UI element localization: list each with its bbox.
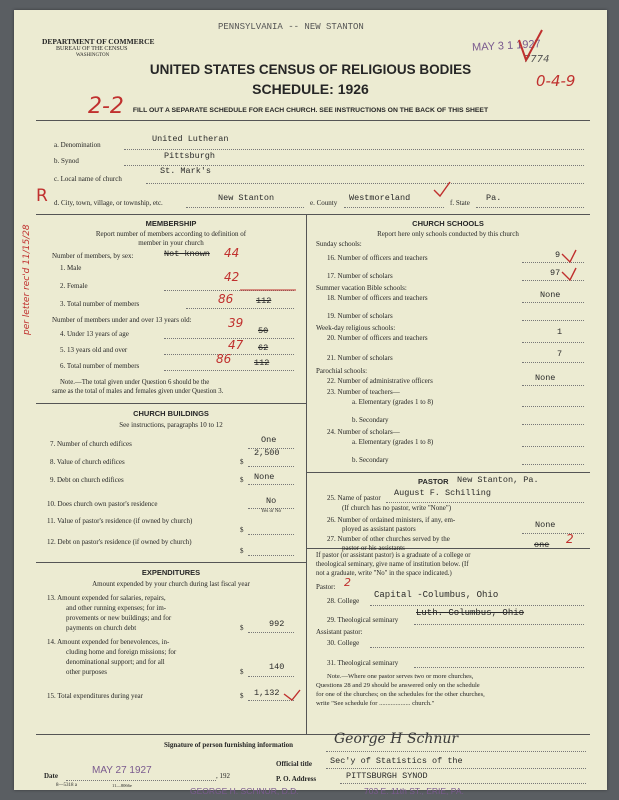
q26-line-2: ployed as assistant pastors [342, 525, 416, 533]
side-note: per letter rec'd 11/15/28 [22, 224, 32, 335]
department-name: DEPARTMENT OF COMMERCE [42, 37, 155, 46]
q14-line-1: 14. Amount expended for benevolences, in- [47, 638, 170, 646]
date-label: Date [44, 772, 58, 780]
membership-intro-2: member in your church [138, 239, 204, 247]
edifice-debt-value[interactable]: None [254, 472, 275, 482]
yes-or-no-hint: Yes or No [261, 509, 282, 514]
q13-line-2: and other running expenses; for im- [66, 604, 167, 612]
bureau-city: WASHINGTON [76, 53, 110, 58]
assistant-subhead: Assistant pastor: [316, 628, 363, 636]
schools-sub: Report here only schools conducted by this church [377, 230, 519, 238]
summer-schools-label: Summer vacation Bible schools: [316, 284, 407, 292]
signature-label: Signature of person furnishing information [164, 741, 293, 749]
pastor-subhead: Pastor: [316, 583, 336, 591]
red-r-mark: R [36, 186, 48, 206]
dollar-sign: $ [240, 624, 244, 632]
denomination-value[interactable]: United Lutheran [152, 134, 229, 144]
over-13-struck: 62 [258, 343, 269, 353]
not-known-struck: Not known [164, 249, 210, 259]
graduate-note-3: not a graduate, write "No" in the space indicated.) [316, 570, 452, 577]
membership-note-1: Note.—The total given under Question 6 should be the [60, 379, 210, 386]
dollar-sign: $ [240, 668, 244, 676]
buildings-heading: CHURCH BUILDINGS [133, 409, 209, 418]
under-over-label: Number of members under and over 13 years old: [52, 316, 192, 324]
po-address-value[interactable]: PITTSBURGH SYNOD [346, 771, 428, 781]
signature-value[interactable]: George H Schnur [334, 731, 459, 747]
red-mark-left: 2-2 [88, 94, 124, 119]
local-church-value[interactable]: St. Mark's [160, 166, 212, 176]
edifice-value-value[interactable]: 2,500 [254, 448, 280, 458]
over-13-value[interactable]: 47 [228, 338, 244, 352]
q14-line-2: cluding home and foreign missions; for [66, 648, 177, 656]
form-title: UNITED STATES CENSUS OF RELIGIOUS BODIES [149, 62, 472, 77]
total-members-6-value[interactable]: 86 [216, 352, 232, 366]
edifices-value[interactable]: One [261, 435, 277, 445]
q24b-label: b. Secondary [352, 456, 389, 464]
dollar-sign: $ [240, 692, 244, 700]
pastor-residence-value[interactable]: No [266, 496, 277, 506]
county-value[interactable]: Westmoreland [349, 193, 411, 203]
q28-label: 28. College [327, 597, 360, 605]
q18-value[interactable]: None [540, 290, 561, 300]
female-value[interactable]: 42 [224, 270, 240, 284]
q27-struck: one [534, 540, 550, 550]
q30-label: 30. College [327, 639, 360, 647]
form-number-2: 11—8066e [112, 783, 132, 788]
female-label: 2. Female [60, 282, 88, 290]
q13-line-3: provements or new buildings; and for [66, 614, 172, 622]
q17-value[interactable]: 97 [550, 268, 561, 278]
date-year-suffix: , 192 [216, 772, 230, 780]
q27-line-2: pastor or his assistants [342, 544, 405, 552]
q13-value[interactable]: 992 [269, 619, 285, 629]
q17-label: 17. Number of scholars [327, 272, 393, 280]
male-label: 1. Male [60, 264, 82, 272]
total-members-struck: 112 [256, 296, 272, 306]
q13-line-4: payments on church debt [66, 624, 137, 632]
total-members-6-label: 6. Total number of members [60, 362, 140, 370]
q23-label: 23. Number of teachers— [327, 388, 400, 396]
date-stamp[interactable]: MAY 27 1927 [92, 765, 152, 776]
q26-value[interactable]: None [535, 520, 556, 530]
q14-line-4: other purposes [66, 668, 108, 676]
pastor-note-2: Questions 28 and 29 should be answered only on the schedule [316, 682, 480, 689]
form-number: 8—5318 a [56, 783, 77, 788]
form-instruction: FILL OUT A SEPARATE SCHEDULE FOR EACH CHURCH. SEE INSTRUCTIONS ON THE BACK OF THIS SHEET [132, 107, 489, 114]
q13-line-1: 13. Amount expended for salaries, repairs, [47, 594, 166, 602]
expenditures-heading: EXPENDITURES [141, 568, 201, 577]
q20-label: 20. Number of officers and teachers [327, 334, 428, 342]
under-13-label: 4. Under 13 years of age [60, 330, 129, 338]
edifices-label: 7. Number of church edifices [50, 440, 132, 448]
state-value[interactable]: Pa. [486, 193, 502, 203]
synod-value[interactable]: Pittsburgh [164, 151, 216, 161]
pastor-note-3: for one of the churches; on the schedules for the other churches, [316, 691, 485, 698]
weekday-schools-label: Week-day religious schools: [316, 324, 396, 332]
pastor-note-1: Note.—Where one pastor serves two or more churches, [327, 673, 474, 680]
name-stamp: GEORGE H. SCHNUR, D.D. [190, 786, 299, 796]
residence-value-label: 11. Value of pastor's residence (if owned by church) [47, 517, 193, 525]
bureau-name: BUREAU OF THE CENSUS [56, 46, 128, 52]
q29-value[interactable]: Luth. Columbus, Ohio [416, 608, 525, 618]
q18-label: 18. Number of officers and teachers [327, 294, 428, 302]
dollar-sign: $ [240, 526, 244, 534]
sunday-schools-label: Sunday schools: [316, 240, 362, 248]
q27-line-1: 27. Number of other churches served by the [327, 535, 450, 543]
total-members-label: 3. Total number of members [60, 300, 140, 308]
q29-label: 29. Theological seminary [327, 616, 399, 624]
official-title-label: Official title [276, 760, 312, 768]
male-value[interactable]: 44 [224, 246, 240, 260]
schools-heading: CHURCH SCHOOLS [412, 219, 484, 228]
q25-label: 25. Name of pastor [327, 494, 381, 502]
total-members-value[interactable]: 86 [218, 292, 234, 306]
dollar-sign: $ [240, 476, 244, 484]
members-by-sex-label: Number of members, by sex: [52, 252, 134, 260]
po-address-label: P. O. Address [276, 775, 317, 783]
city-value[interactable]: New Stanton [218, 193, 275, 203]
pastor-residence-label: 10. Does church own pastor's residence [47, 500, 158, 508]
local-church-label: c. Local name of church [54, 175, 122, 183]
parochial-schools-label: Parochial schools: [316, 367, 368, 375]
q22-value[interactable]: None [535, 373, 556, 383]
code-mark: 7774 [524, 54, 550, 65]
received-date-stamp: MAY 3 1 1927 [471, 38, 541, 54]
q26-line-1: 26. Number of ordained ministers, if any, em- [327, 516, 456, 524]
pastor-heading-value: New Stanton, Pa. [457, 475, 539, 485]
q14-value[interactable]: 140 [269, 662, 285, 672]
official-title-value[interactable]: Sec'y of Statistics of the [330, 756, 463, 766]
q15-value[interactable]: 1,132 [254, 688, 280, 698]
membership-intro-1: Report number of members according to definition of [95, 230, 247, 238]
denomination-label: a. Denomination [54, 141, 101, 149]
q21-label: 21. Number of scholars [327, 354, 393, 362]
edifice-debt-label: 9. Debt on church edifices [50, 476, 124, 484]
q16-value[interactable]: 9 [555, 250, 561, 260]
city-label: d. City, town, village, or township, etc. [54, 199, 163, 207]
q22-label: 22. Number of administrative officers [327, 377, 433, 385]
q20-value[interactable]: 1 [557, 327, 563, 337]
q14-line-3: denominational support; and for all [66, 658, 165, 666]
buildings-sub: See instructions, paragraphs 10 to 12 [119, 421, 223, 429]
under-13-struck: 50 [258, 326, 269, 336]
address-stamp: 703 E. 11th ST., ERIE, PA. [364, 786, 464, 796]
red-mark-right: 0-4-9 [536, 72, 576, 90]
q28-value[interactable]: Capital -Columbus, Ohio [374, 590, 499, 600]
membership-heading: MEMBERSHIP [145, 219, 197, 228]
county-label: e. County [310, 199, 338, 207]
edifice-value-label: 8. Value of church edifices [50, 458, 125, 466]
q15-label: 15. Total expenditures during year [47, 692, 143, 700]
pastor-note-4: write "See schedule for ................... church." [316, 700, 435, 707]
under-13-value[interactable]: 39 [228, 316, 244, 330]
form-subtitle: SCHEDULE: 1926 [252, 81, 369, 97]
q31-label: 31. Theological seminary [327, 659, 399, 667]
residence-debt-label: 12. Debt on pastor's residence (if owned by church) [47, 538, 192, 546]
q25-hint: (If church has no pastor, write "None") [342, 504, 452, 512]
q21-value[interactable]: 7 [557, 349, 563, 359]
red-check-marks [14, 10, 607, 790]
q19-label: 19. Number of scholars [327, 312, 393, 320]
q25-value[interactable]: August F. Schilling [394, 488, 491, 498]
total-members-6-struck: 112 [254, 358, 270, 368]
state-place-header: PENNSYLVANIA -- NEW STANTON [218, 22, 364, 32]
state-label: f. State [450, 199, 470, 207]
over-13-label: 5. 13 years old and over [60, 346, 128, 354]
membership-note-2: same as the total of males and females given under Question 3. [52, 388, 224, 395]
graduate-note-2: theological seminary, give name of institution below. (If [316, 561, 469, 568]
q23b-label: b. Secondary [352, 416, 389, 424]
census-schedule-sheet [14, 10, 607, 796]
dollar-sign: $ [240, 547, 244, 555]
q24-label: 24. Number of scholars— [327, 428, 400, 436]
pastor-heading: PASTOR [418, 477, 449, 486]
q16-label: 16. Number of officers and teachers [327, 254, 428, 262]
dollar-sign: $ [240, 458, 244, 466]
q23a-label: a. Elementary (grades 1 to 8) [352, 398, 434, 406]
synod-label: b. Synod [54, 157, 79, 165]
expenditures-sub: Amount expended by your church during last fiscal year [92, 580, 250, 588]
graduate-note-1: If pastor (or assistant pastor) is a graduate of a college or [316, 552, 471, 559]
q27-value[interactable]: 2 [566, 532, 574, 546]
q24a-label: a. Elementary (grades 1 to 8) [352, 438, 434, 446]
pastor-mark: 2 [344, 576, 351, 589]
